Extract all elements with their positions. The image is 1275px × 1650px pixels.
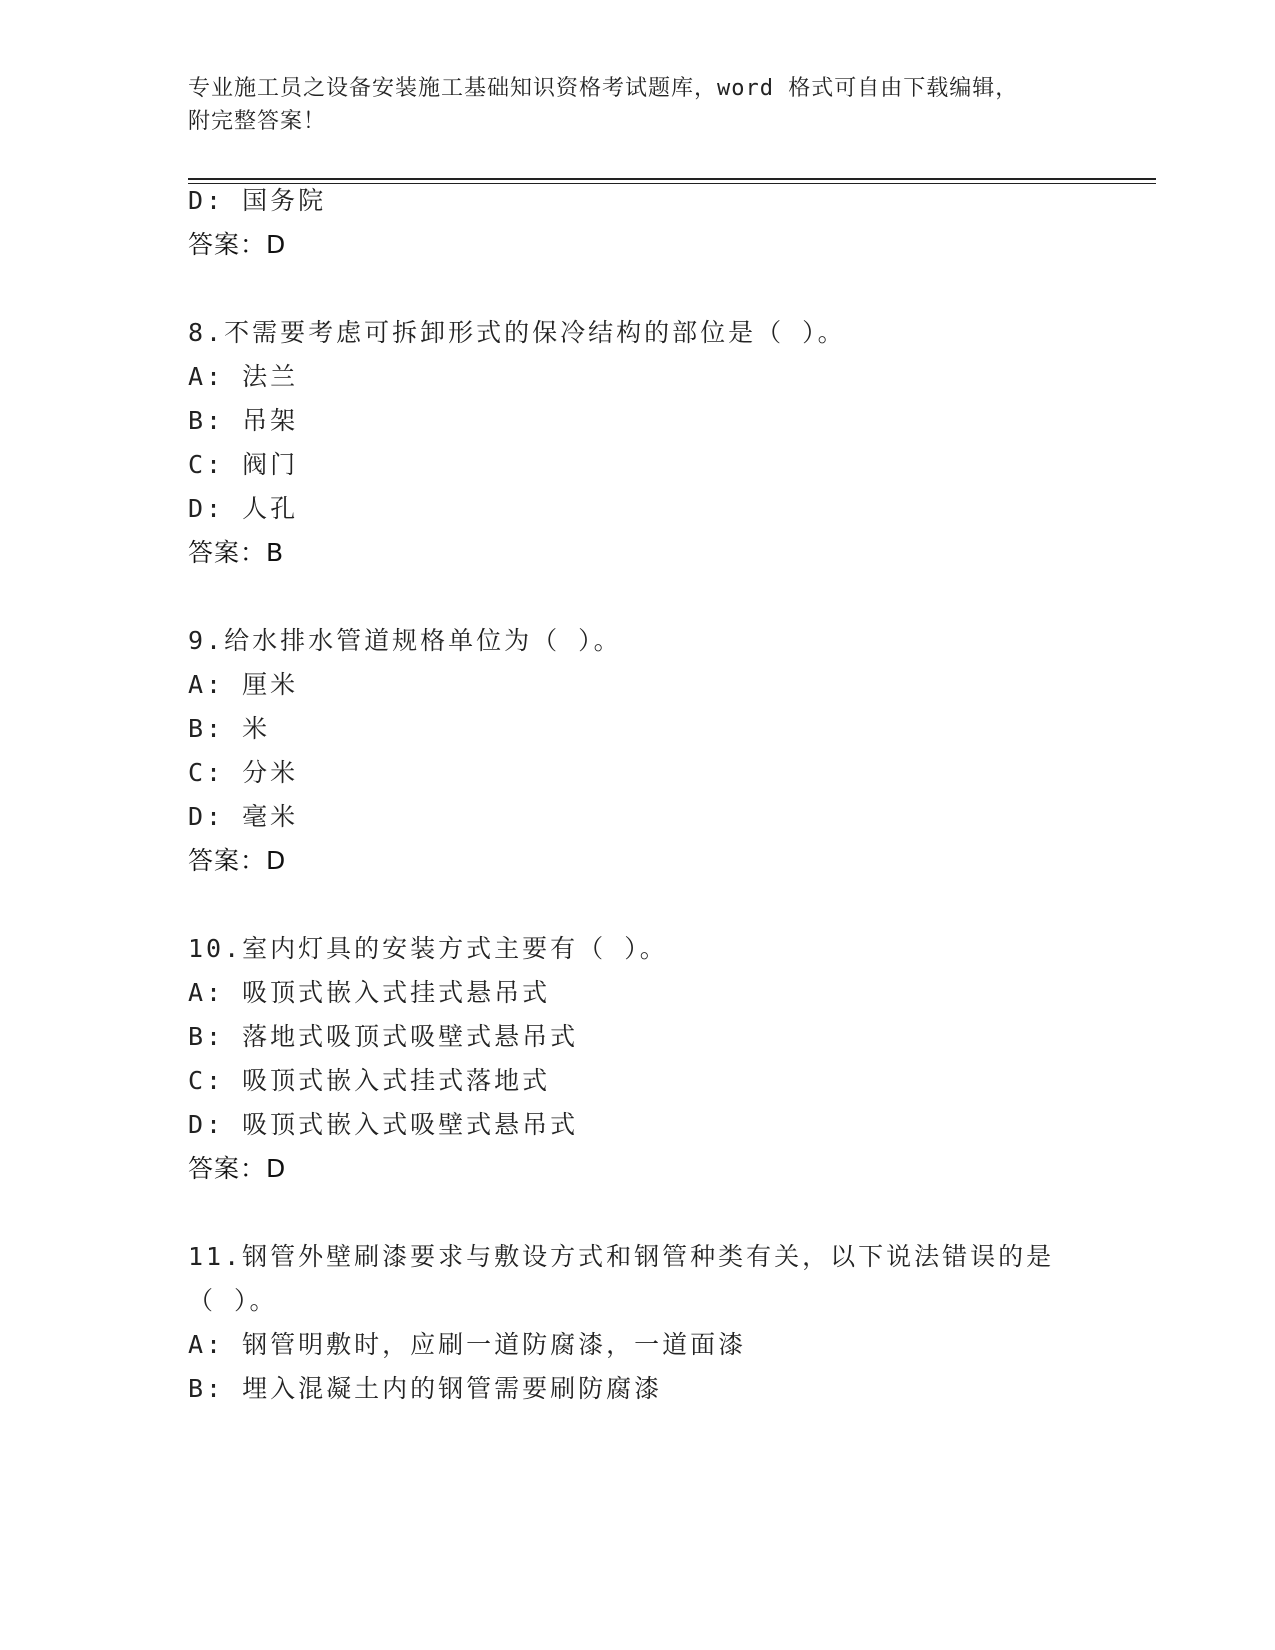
- document-header: [188, 72, 1068, 138]
- header-divider-thick: [188, 178, 1156, 180]
- question-10-stem: 10.室内灯具的安装方式主要有（ ）。: [188, 934, 668, 963]
- question-10-option-a: A: 吸顶式嵌入式挂式悬吊式: [188, 978, 551, 1007]
- question-9-option-b: B: 米: [188, 714, 271, 743]
- question-8-option-a: A: 法兰: [188, 362, 299, 391]
- question-10-option-c: C: 吸顶式嵌入式挂式落地式: [188, 1066, 551, 1095]
- header-line-1: 专业施工员之设备安装施工基础知识资格考试题库，word 格式可自由下载编辑，: [188, 76, 1019, 101]
- question-9-answer: 答案：D: [188, 846, 287, 875]
- question-9-stem: 9.给水排水管道规格单位为（ ）。: [188, 626, 622, 655]
- question-11-option-b: B: 埋入混凝土内的钢管需要刷防腐漆: [188, 1374, 663, 1403]
- question-8-option-b: B: 吊架: [188, 406, 299, 435]
- prev-option-d: D: 国务院: [188, 186, 327, 215]
- prev-answer: 答案：D: [188, 230, 287, 259]
- question-8-answer: 答案：B: [188, 538, 285, 567]
- question-10-answer: 答案：D: [188, 1154, 287, 1183]
- question-8-stem: 8.不需要考虑可拆卸形式的保冷结构的部位是（ ）。: [188, 318, 846, 347]
- question-10-option-d: D: 吸顶式嵌入式吸壁式悬吊式: [188, 1110, 579, 1139]
- question-9-option-c: C: 分米: [188, 758, 299, 787]
- question-11-stem: 11.钢管外壁刷漆要求与敷设方式和钢管种类有关，以下说法错误的是: [188, 1242, 1055, 1271]
- header-line-2: 附完整答案！: [188, 109, 327, 134]
- question-8-option-c: C: 阀门: [188, 450, 299, 479]
- question-9-option-a: A: 厘米: [188, 670, 299, 699]
- header-divider-thin: [188, 183, 1156, 184]
- question-11-stem-continued: （ ）。: [188, 1286, 278, 1315]
- question-10-option-b: B: 落地式吸顶式吸壁式悬吊式: [188, 1022, 579, 1051]
- question-9-option-d: D: 毫米: [188, 802, 299, 831]
- question-11-option-a: A: 钢管明敷时，应刷一道防腐漆，一道面漆: [188, 1330, 747, 1359]
- question-8-option-d: D: 人孔: [188, 494, 299, 523]
